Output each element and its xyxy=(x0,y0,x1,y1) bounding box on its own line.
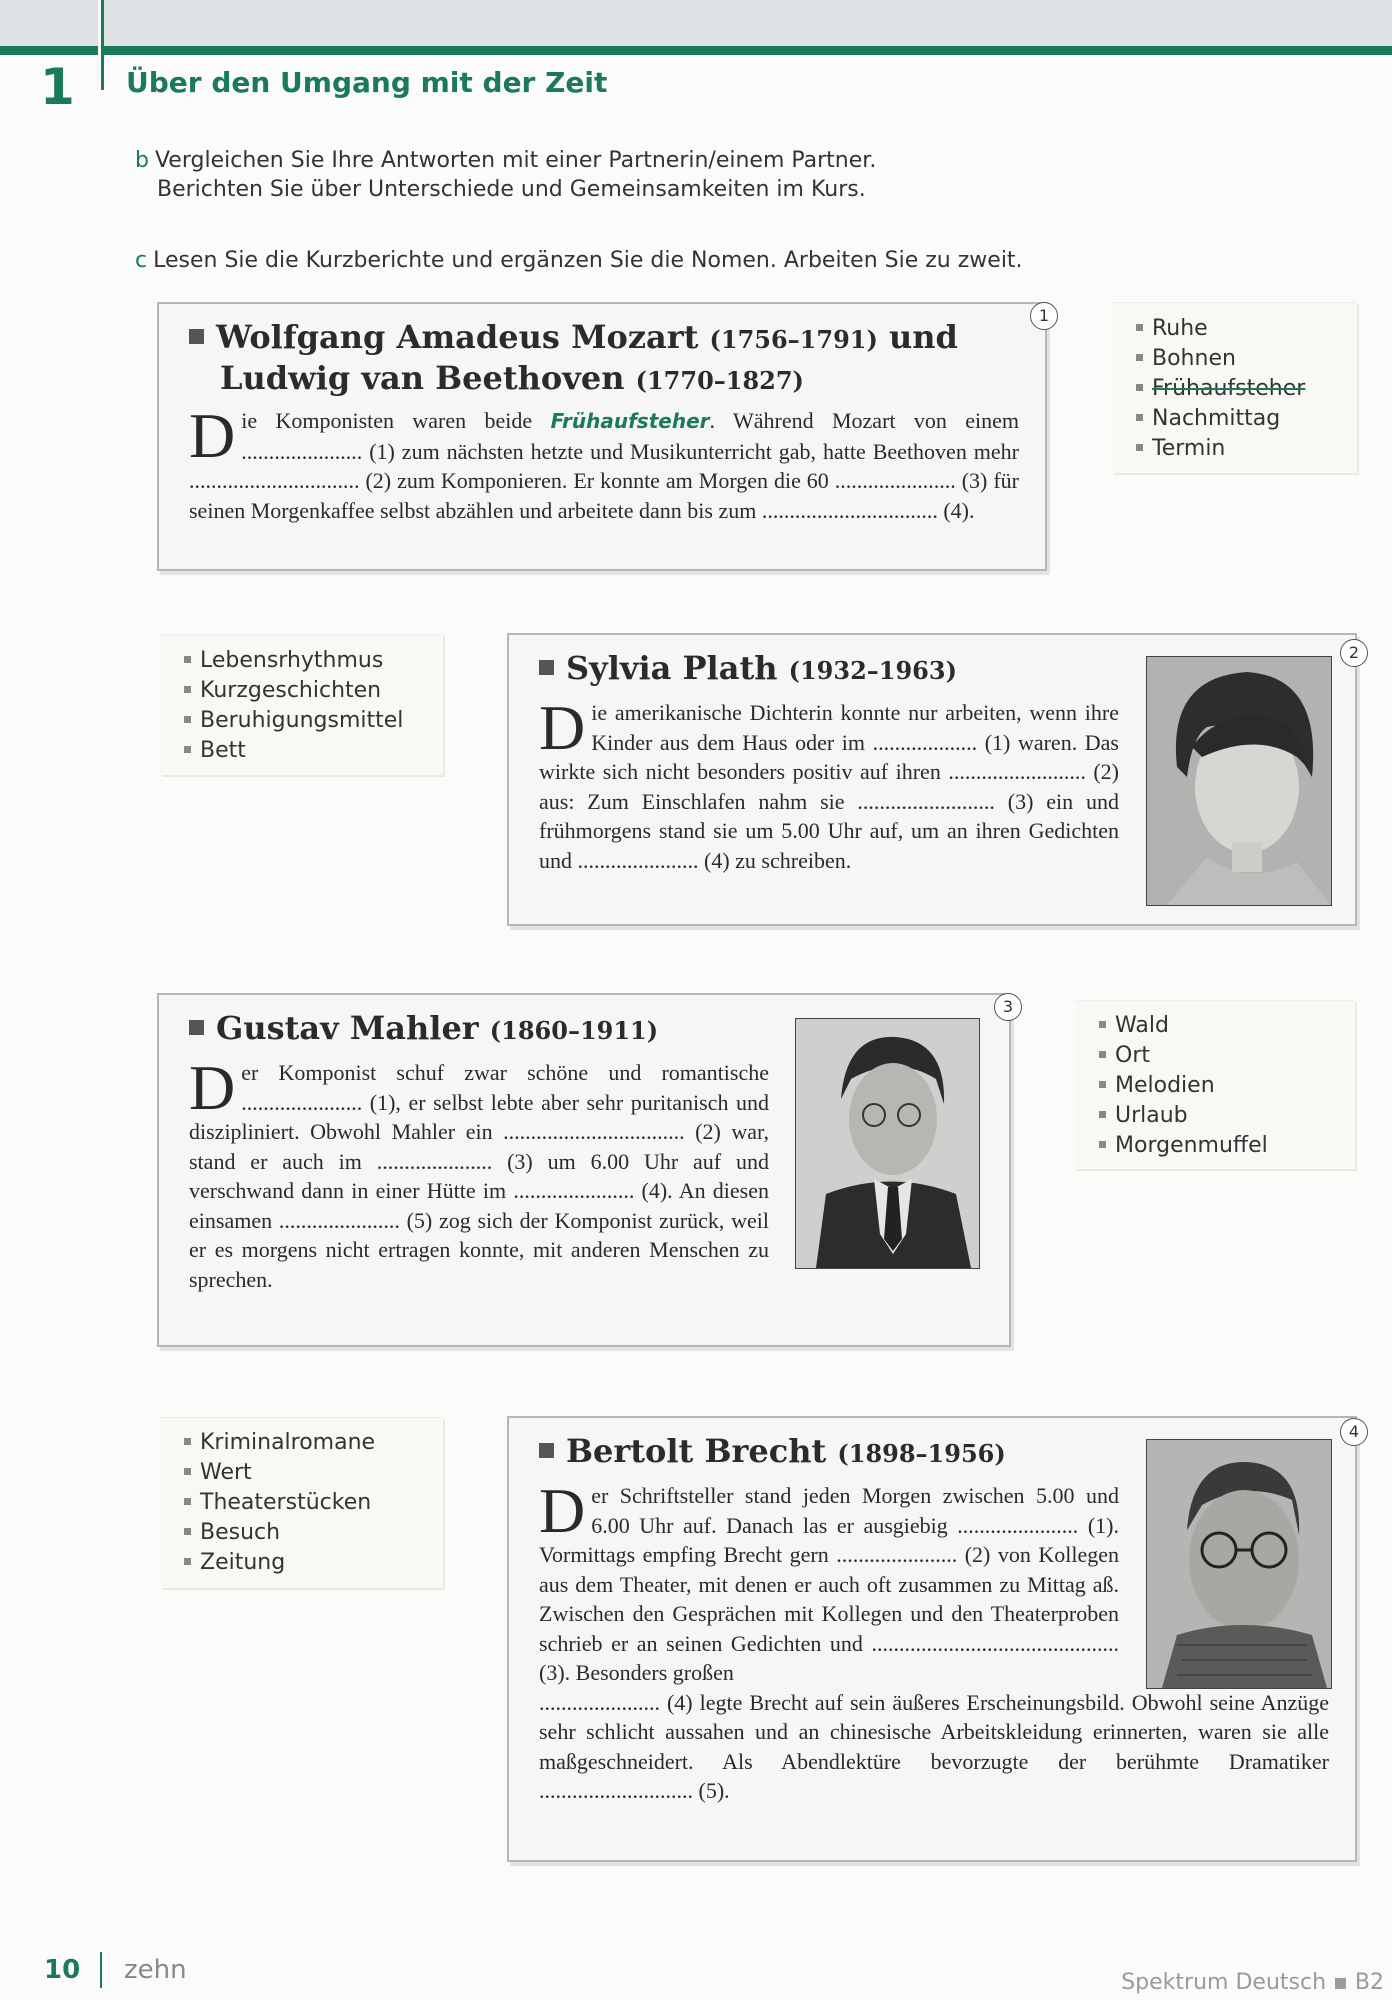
report-dates: (1756–1791) xyxy=(709,325,878,354)
report-text xyxy=(539,692,1119,875)
report-number-badge: 3 xyxy=(994,993,1022,1021)
report-heading xyxy=(189,318,1019,400)
header-divider-accent xyxy=(101,0,104,90)
word-option: Bohnen xyxy=(1136,344,1357,374)
report-name: Gustav Mahler xyxy=(216,1009,479,1047)
report-mahler xyxy=(157,993,1014,1347)
report-name: Bertolt Brecht xyxy=(566,1432,827,1470)
task-c xyxy=(135,246,1023,275)
report-text xyxy=(189,400,1020,525)
wordbox-1 xyxy=(1112,302,1357,473)
task-b xyxy=(135,146,876,204)
handwritten-answer: Frühaufsteher xyxy=(550,409,710,433)
report-text-part2: . Während Mozart von einem ...................... (1) zum nächsten hetzte und Musikunterricht gab, hatte Beethoven mehr ............................... (2) zum Komponieren. Er konnte am Morgen die 60 ...................... (3) für seinen Morgenkaffee selbst abzählen und arbeitete dann bis zum ................................ (4). xyxy=(189,408,1020,523)
word-option: Termin xyxy=(1136,434,1357,464)
report-text-part1: ie Komponisten waren beide xyxy=(241,408,533,433)
word-option: Kurzgeschichten xyxy=(184,676,443,706)
word-option: Melodien xyxy=(1099,1071,1355,1101)
task-c-text: Lesen Sie die Kurzberichte und ergänzen Sie die Nomen. Arbeiten Sie zu zweit. xyxy=(153,248,1023,273)
word-option: Lebensrhythmus xyxy=(184,646,443,676)
heading-square-icon xyxy=(539,1443,554,1458)
word-option: Wald xyxy=(1099,1011,1355,1041)
report-dates: (1898–1956) xyxy=(837,1439,1006,1468)
word-option: Morgenmuffel xyxy=(1099,1131,1355,1161)
task-c-letter: c xyxy=(135,248,148,273)
word-option: Kriminalromane xyxy=(184,1428,443,1458)
word-option: Theaterstücken xyxy=(184,1488,443,1518)
word-option: Beruhigungsmittel xyxy=(184,706,443,736)
drop-cap: D xyxy=(189,1052,236,1123)
footer-divider xyxy=(100,1952,102,1988)
drop-cap: D xyxy=(539,692,586,763)
word-option: Wert xyxy=(184,1458,443,1488)
heading-square-icon xyxy=(539,660,554,675)
report-text xyxy=(189,1052,769,1294)
report-name: Sylvia Plath xyxy=(566,649,778,687)
drop-cap: D xyxy=(189,400,236,471)
report-dates: (1932–1963) xyxy=(788,656,957,685)
report-text-continued: ...................... (4) legte Brecht auf sein äußeres Erscheinungsbild. Obwohl seine Anzüge sehr schlicht aussahen und an chinesische Arbeitskleidung erinnerten, waren sie alle maßgeschneidert. Als Abendlektüre bevorzugte der berühmte Dramatiker ............................ (5). xyxy=(539,1689,1329,1803)
report-name-2: Ludwig van Beethoven xyxy=(220,359,625,397)
report-number-badge: 4 xyxy=(1340,1418,1368,1446)
word-option: Besuch xyxy=(184,1518,443,1548)
word-option: Ruhe xyxy=(1136,314,1357,344)
report-dates-2: (1770–1827) xyxy=(635,366,804,395)
portrait-photo xyxy=(795,1018,980,1269)
word-option: Zeitung xyxy=(184,1548,443,1578)
page-number: 10 xyxy=(44,1955,81,1985)
report-text-body: er Komponist schuf zwar schöne und romantische ...................... (1), er selbst lebte aber sehr puritanisch und diszipliniert. Obwohl Mahler ein ................................. (2) war, stand er auch im ..................... (3) um 6.00 Uhr auf und verschwand dann in einer Hütte im ...................... (4). An diesen einsamen ...................... (5) zog sich der Komponist zurück, weil er es morgens nicht ertragen konnte, mit anderen Menschen zu sprechen. xyxy=(189,1060,769,1292)
report-number-badge: 2 xyxy=(1340,639,1368,667)
word-option: Bett xyxy=(184,736,443,766)
drop-cap: D xyxy=(539,1475,586,1546)
wordbox-3 xyxy=(1075,1000,1355,1169)
report-connector: und xyxy=(888,318,958,356)
report-brecht xyxy=(507,1416,1360,1862)
report-number-badge: 1 xyxy=(1030,302,1058,330)
task-b-line1: Vergleichen Sie Ihre Antworten mit einer Partnerin/einem Partner. xyxy=(154,148,877,173)
report-text-body: er Schriftsteller stand jeden Morgen zwischen 5.00 und 6.00 Uhr auf. Danach las er ausgiebig ...................... (1). Vormittags empfing Brecht gern ...................... (2) von Kollegen aus dem Theater, mit denen er auch oft zusammen zu Mittag aß. Zwischen den Gesprächen mit Kollegen und den Theaterproben schrieb er an seinen Gedichten und ............................................. (3). Besonders großen xyxy=(539,1483,1119,1685)
heading-square-icon xyxy=(189,329,204,344)
header-band xyxy=(0,0,1392,46)
chapter-number: 1 xyxy=(40,58,75,116)
report-mozart-beethoven xyxy=(157,302,1050,571)
book-title: Spektrum Deutsch ▪ B2 xyxy=(1121,1970,1384,1995)
report-plath xyxy=(507,633,1360,926)
wordbox-2 xyxy=(160,634,443,775)
header-rule xyxy=(0,46,1392,55)
task-b-letter: b xyxy=(135,148,149,173)
report-heading xyxy=(189,1009,769,1050)
heading-square-icon xyxy=(189,1020,204,1035)
wordbox-4 xyxy=(160,1417,443,1588)
task-b-line2: Berichten Sie über Unterschiede und Gemeinsamkeiten im Kurs. xyxy=(157,177,866,202)
report-dates: (1860–1911) xyxy=(489,1016,659,1045)
word-option-used: Frühaufsteher xyxy=(1136,374,1357,404)
report-name: Wolfgang Amadeus Mozart xyxy=(216,318,699,356)
page-word: zehn xyxy=(124,1955,187,1985)
portrait-photo xyxy=(1146,656,1332,906)
chapter-title: Über den Umgang mit der Zeit xyxy=(126,66,608,99)
word-option: Nachmittag xyxy=(1136,404,1357,434)
report-text-body: ie amerikanische Dichterin konnte nur arbeiten, wenn ihre Kinder aus dem Haus oder im ................... (1) waren. Das wirkte sich nicht besonders positiv auf ihren ......................... (2) aus: Zum Einschlafen nahm sie ......................... (3) ein und frühmorgens stand sie um 5.00 Uhr auf, um an ihren Gedichten und ...................... (4) zu schreiben. xyxy=(539,700,1119,873)
word-option: Urlaub xyxy=(1099,1101,1355,1131)
word-option: Ort xyxy=(1099,1041,1355,1071)
portrait-photo xyxy=(1146,1439,1332,1689)
report-heading xyxy=(539,649,1119,690)
report-text xyxy=(539,1475,1119,1688)
